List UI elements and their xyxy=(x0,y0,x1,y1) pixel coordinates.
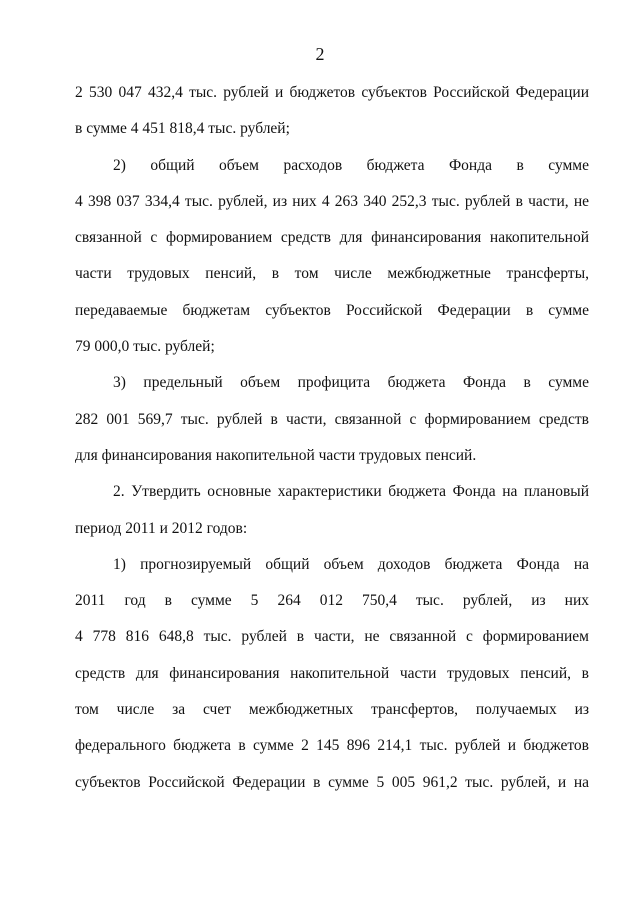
text-line: 3) предельный объем профицита бюджета Фонда в сумме xyxy=(113,374,589,392)
text-line: в сумме 4 451 818,4 тыс. рублей; xyxy=(75,120,290,138)
text-line: 282 001 569,7 тыс. рублей в части, связанной с формированием средств xyxy=(75,410,589,428)
text-line: 1) прогнозируемый общий объем доходов бюджета Фонда на xyxy=(113,555,589,573)
text-line: период 2011 и 2012 годов: xyxy=(75,519,248,537)
text-line: 4 778 816 648,8 тыс. рублей в части, не связанной с формированием xyxy=(75,628,589,646)
text-line: федерального бюджета в сумме 2 145 896 214,1 тыс. рублей и бюджетов xyxy=(75,737,589,755)
text-line: 2011 год в сумме 5 264 012 750,4 тыс. рублей, из них xyxy=(75,592,589,610)
text-line: средств для финансирования накопительной части трудовых пенсий, в xyxy=(75,664,589,682)
text-line: том числе за счет межбюджетных трансфертов, получаемых из xyxy=(75,701,589,719)
text-line: субъектов Российской Федерации в сумме 5 005 961,2 тыс. рублей, и на xyxy=(75,773,589,791)
text-line: связанной с формированием средств для финансирования накопительной xyxy=(75,229,589,247)
text-line: для финансирования накопительной части трудовых пенсий. xyxy=(75,446,477,464)
page-number: 2 xyxy=(315,44,325,64)
text-line: 2) общий объем расходов бюджета Фонда в сумме xyxy=(113,156,589,174)
text-line: 4 398 037 334,4 тыс. рублей, из них 4 263 340 252,3 тыс. рублей в части, не xyxy=(75,192,589,210)
text-line: 2 530 047 432,4 тыс. рублей и бюджетов субъектов Российской Федерации xyxy=(75,84,589,101)
text-line: 2. Утвердить основные характеристики бюджета Фонда на плановый xyxy=(113,483,589,501)
text-line: части трудовых пенсий, в том числе межбюджетные трансферты, xyxy=(75,265,589,283)
text-line: 79 000,0 тыс. рублей; xyxy=(75,338,215,356)
text-line: передаваемые бюджетам субъектов Российской Федерации в сумме xyxy=(75,301,589,319)
document-body xyxy=(75,75,589,801)
